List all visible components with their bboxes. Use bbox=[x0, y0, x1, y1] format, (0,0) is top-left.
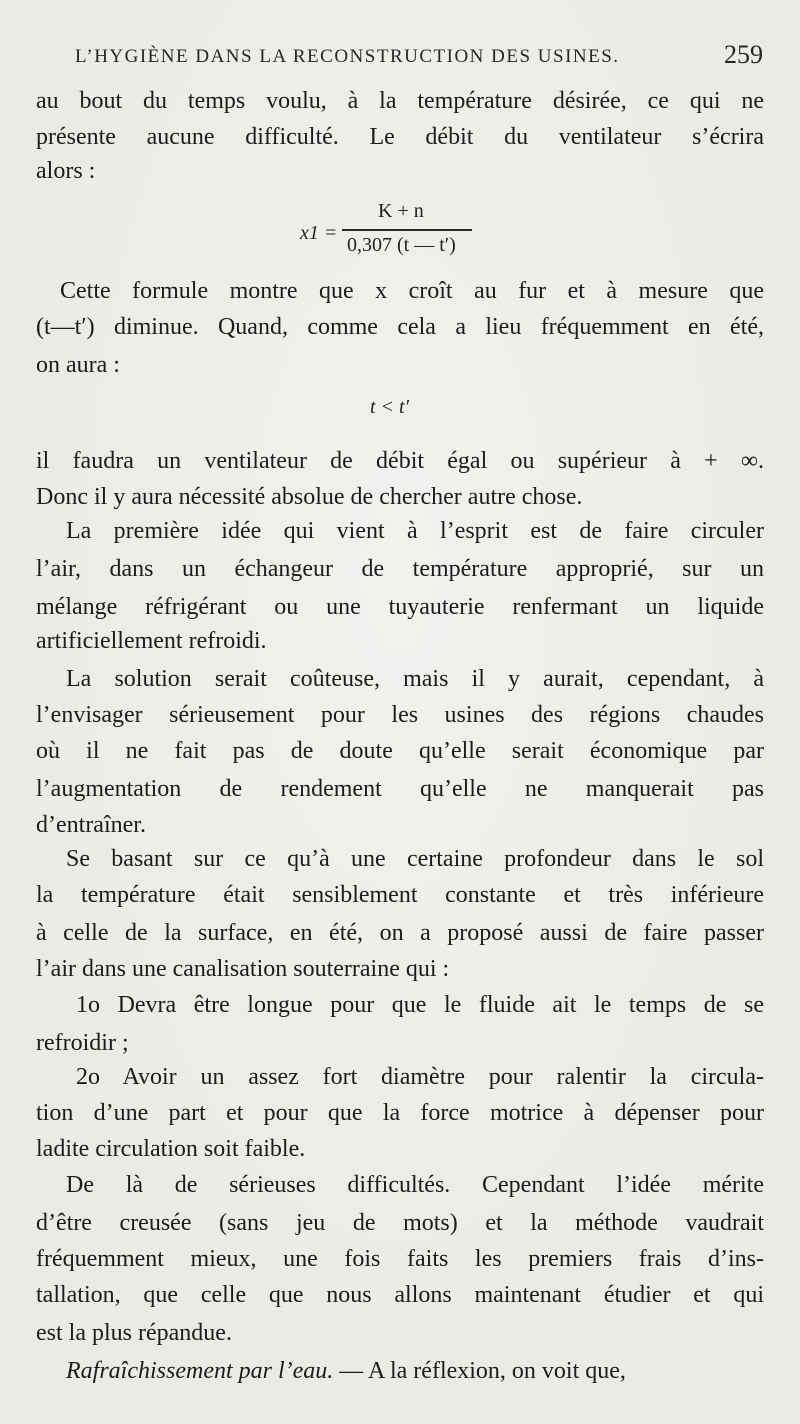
running-title: L’HYGIÈNE DANS LA RECONSTRUCTION DES USINES. bbox=[75, 46, 620, 67]
text-line: artificiellement refroidi. bbox=[36, 628, 267, 654]
text-line: Cette formule montre que x croît au fur et à mesure que bbox=[60, 278, 764, 304]
formula-lhs: x1 = bbox=[300, 222, 338, 244]
text-line: De là de sérieuses difficultés. Cependant l’idée mérite bbox=[66, 1172, 764, 1198]
text-line: d’être creusée (sans jeu de mots) et la méthode vaudrait bbox=[36, 1210, 764, 1236]
text-line: tion d’une part et pour que la force motrice à dépenser pour bbox=[36, 1100, 764, 1126]
text-line: alors : bbox=[36, 158, 96, 184]
text-line: l’envisager sérieusement pour les usines des régions chaudes bbox=[36, 702, 764, 728]
text-line: refroidir ; bbox=[36, 1030, 129, 1056]
text-line: Donc il y aura nécessité absolue de chercher autre chose. bbox=[36, 484, 583, 510]
page-number: 259 bbox=[724, 40, 763, 69]
text-line: 2o Avoir un assez fort diamètre pour ralentir la circula- bbox=[76, 1064, 764, 1090]
text-line: fréquemment mieux, une fois faits les premiers frais d’ins- bbox=[36, 1246, 764, 1272]
text-line: l’air dans une canalisation souterraine qui : bbox=[36, 956, 450, 982]
running-header bbox=[75, 40, 763, 74]
text-line: mélange réfrigérant ou une tuyauterie renfermant un liquide bbox=[36, 594, 764, 620]
text-line: est la plus répandue. bbox=[36, 1320, 232, 1346]
formula-numerator: K + n bbox=[378, 200, 424, 222]
text-line: d’entraîner. bbox=[36, 812, 146, 838]
text-line: tallation, que celle que nous allons maintenant étudier et qui bbox=[36, 1282, 764, 1308]
text-line: (t—t′) diminue. Quand, comme cela a lieu fréquemment en été, bbox=[36, 314, 764, 340]
text-line: présente aucune difficulté. Le débit du ventilateur s’écrira bbox=[36, 124, 764, 150]
text-line: Se basant sur ce qu’à une certaine profondeur dans le sol bbox=[66, 846, 764, 872]
formula-denominator: 0,307 (t — t′) bbox=[347, 234, 456, 256]
text-line: l’augmentation de rendement qu’elle ne manquerait pas bbox=[36, 776, 764, 802]
text-line: ladite circulation soit faible. bbox=[36, 1136, 306, 1162]
text-line: 1o Devra être longue pour que le fluide ait le temps de se bbox=[76, 992, 764, 1018]
text-line: la température était sensiblement constante et très inférieure bbox=[36, 882, 764, 908]
section-heading-italic: Rafraîchissement par l’eau. bbox=[66, 1358, 334, 1384]
text-line: La première idée qui vient à l’esprit est de faire circuler bbox=[66, 518, 764, 544]
text-line: à celle de la surface, en été, on a proposé aussi de faire passer bbox=[36, 920, 764, 946]
fraction-bar bbox=[342, 229, 472, 231]
text-line: où il ne fait pas de doute qu’elle serait économique par bbox=[36, 738, 764, 764]
text-line: il faudra un ventilateur de débit égal ou supérieur à + ∞. bbox=[36, 448, 764, 474]
formula-inequality: t < t′ bbox=[370, 396, 409, 418]
text-line-last bbox=[66, 1356, 764, 1386]
text-line-tail: — A la réflexion, on voit que, bbox=[339, 1358, 626, 1384]
text-line: La solution serait coûteuse, mais il y aurait, cependant, à bbox=[66, 666, 764, 692]
text-line: au bout du temps voulu, à la température désirée, ce qui ne bbox=[36, 88, 764, 114]
text-line: l’air, dans un échangeur de température approprié, sur un bbox=[36, 556, 764, 582]
text-line: on aura : bbox=[36, 352, 120, 378]
